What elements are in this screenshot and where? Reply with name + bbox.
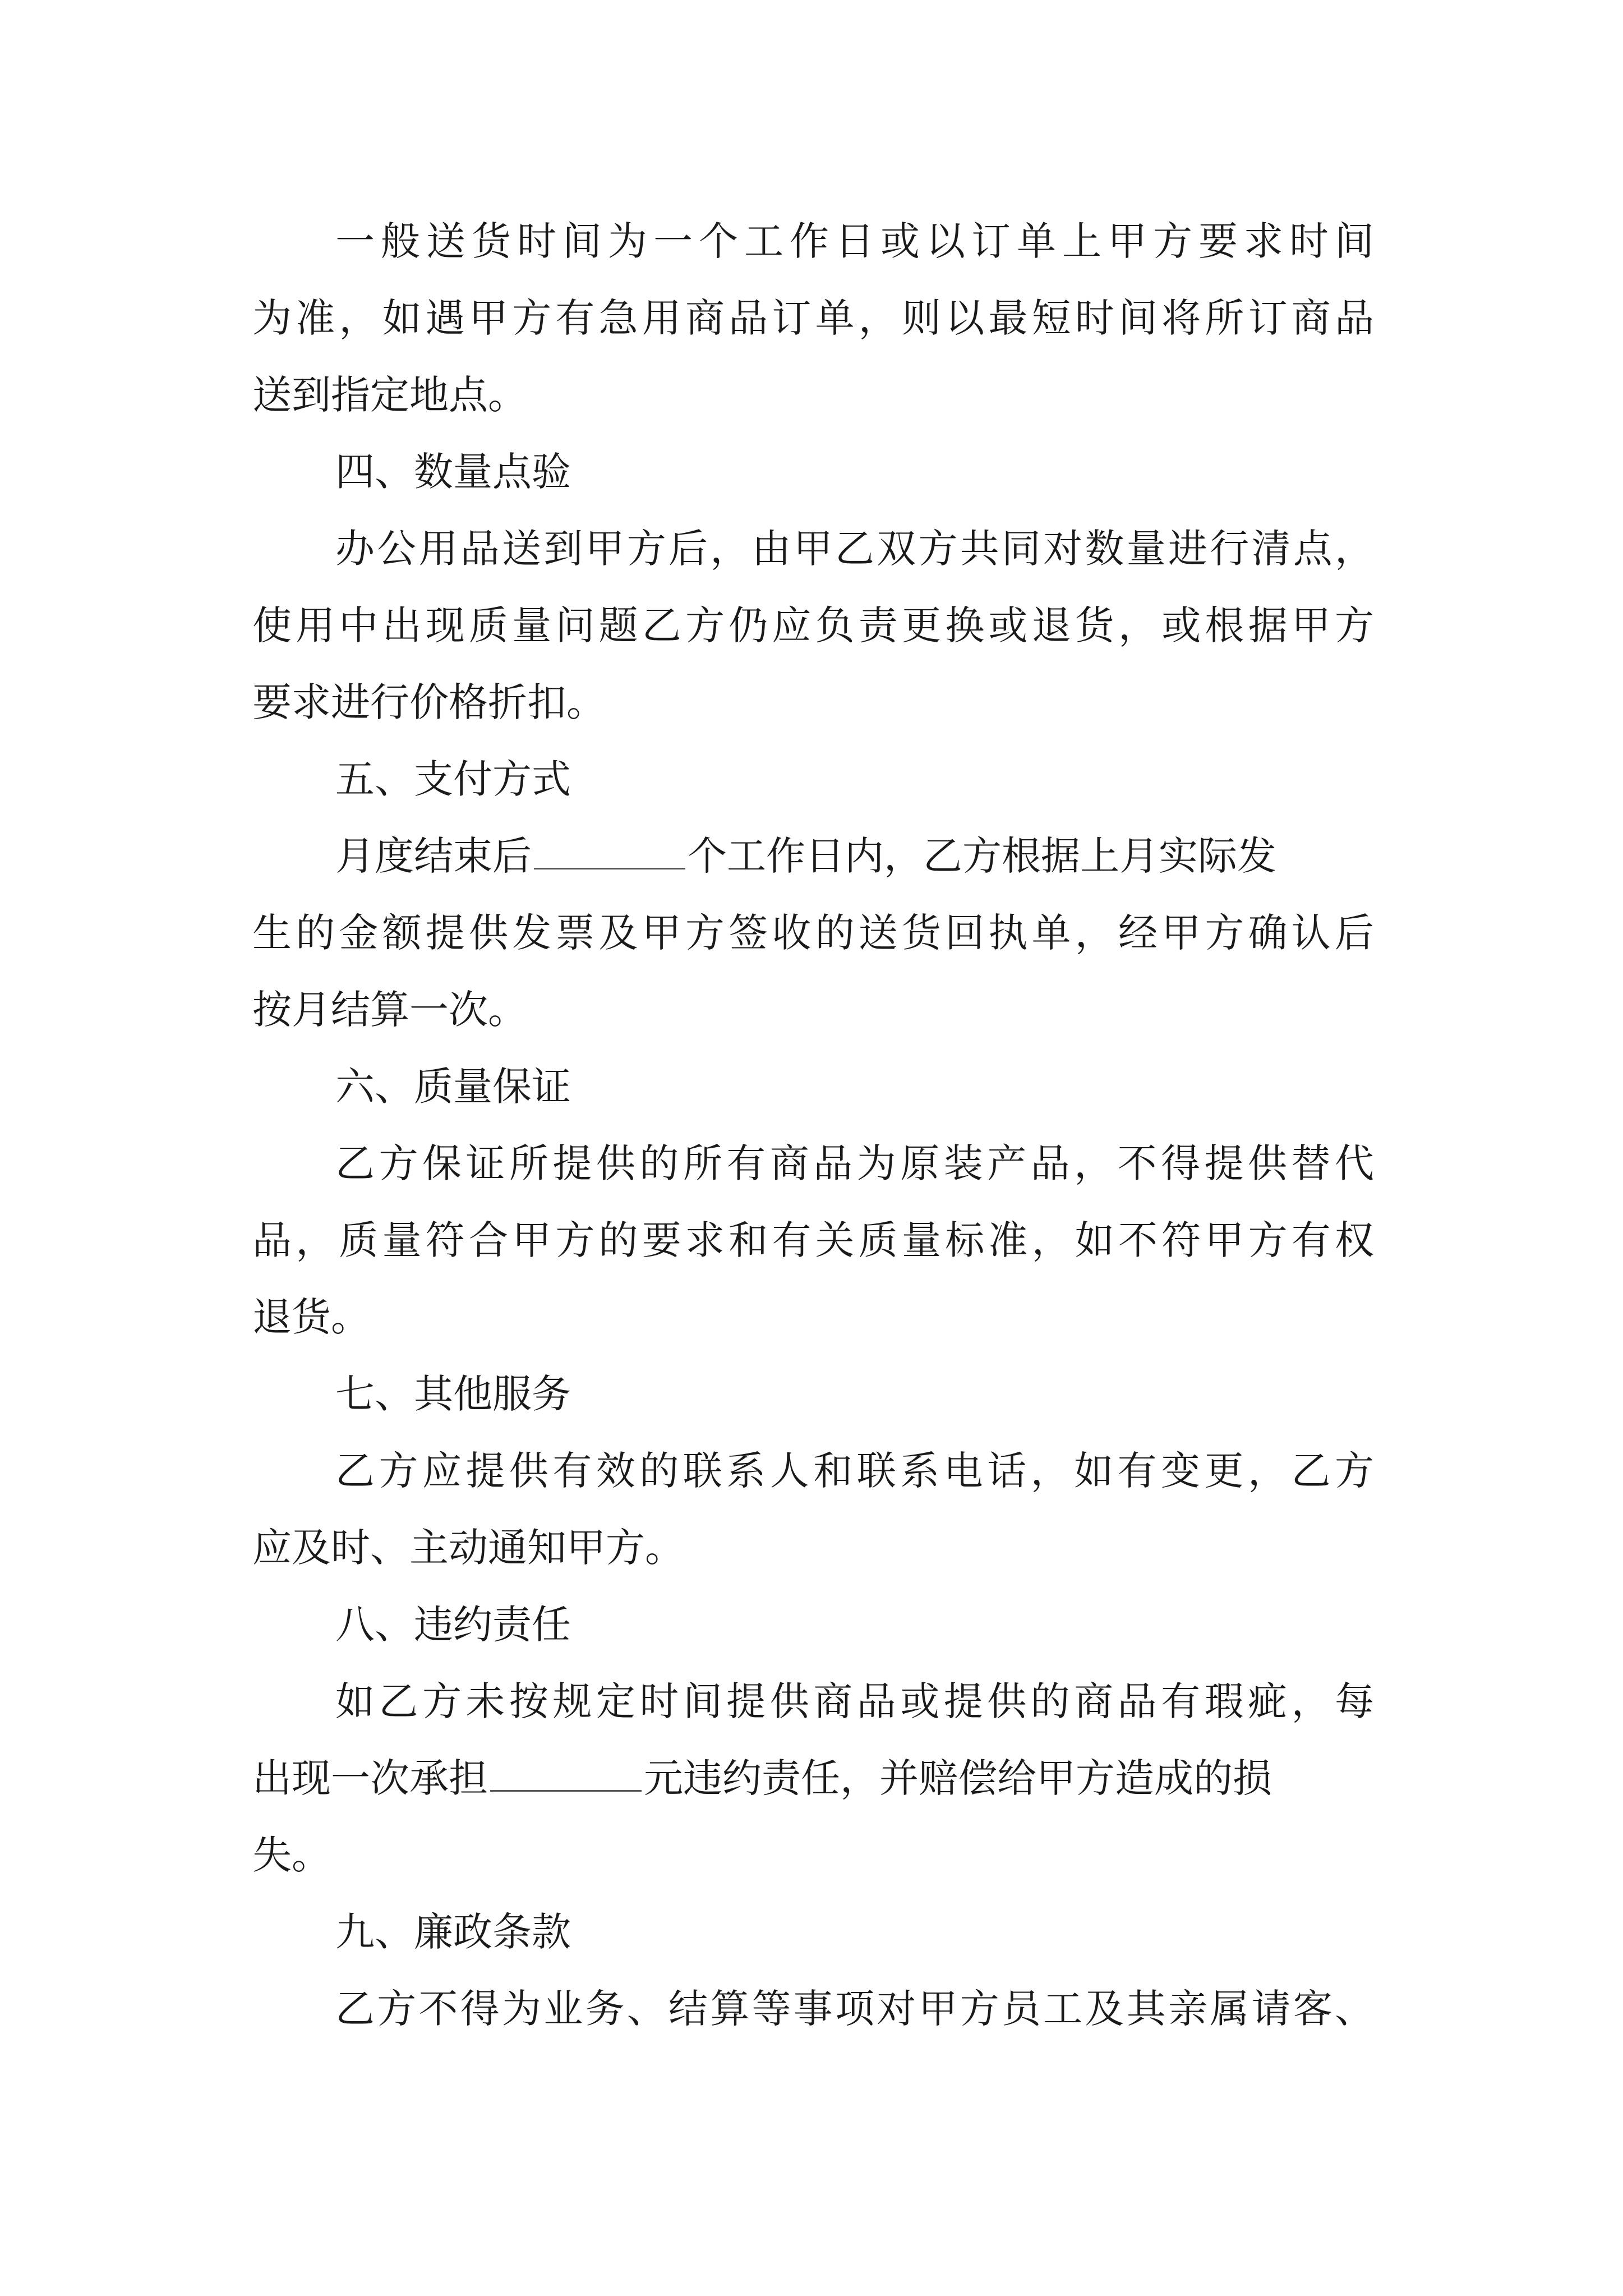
paragraph-line: 办公用品送到甲方后，由甲乙双方共同对数量进行清点， — [335, 526, 1374, 572]
fill-in-blank — [490, 1751, 642, 1792]
line-text-before-blank: 出现一次承担 — [252, 1755, 488, 1801]
fill-in-blank — [534, 829, 685, 869]
paragraph-line: 按月结算一次。 — [252, 987, 527, 1033]
section-heading: 九、廉政条款 — [335, 1909, 571, 1955]
section-heading: 五、支付方式 — [335, 756, 571, 802]
section-heading: 四、数量点验 — [335, 449, 571, 495]
paragraph-line: 使用中出现质量问题乙方仍应负责更换或退货，或根据甲方 — [252, 602, 1374, 648]
paragraph-line: 送到指定地点。 — [252, 372, 527, 418]
section-heading: 六、质量保证 — [335, 1064, 571, 1110]
line-text-before-blank: 月度结束后 — [335, 833, 532, 879]
line-text-after-blank: 元违约责任，并赔偿给甲方造成的损 — [644, 1755, 1272, 1801]
paragraph-line: 生的金额提供发票及甲方签收的送货回执单，经甲方确认后 — [252, 910, 1374, 956]
paragraph-line-with-blank — [252, 1745, 1374, 1812]
paragraph-line: 乙方保证所提供的所有商品为原装产品，不得提供替代 — [335, 1140, 1374, 1186]
line-text-after-blank: 个工作日内，乙方根据上月实际发 — [688, 833, 1276, 879]
paragraph-line: 失。 — [252, 1832, 331, 1878]
paragraph-line: 乙方应提供有效的联系人和联系电话，如有变更，乙方 — [335, 1448, 1374, 1494]
paragraph-line: 一般送货时间为一个工作日或以订单上甲方要求时间 — [335, 218, 1374, 264]
paragraph-line: 要求进行价格折扣。 — [252, 679, 606, 725]
paragraph-line: 品，质量符合甲方的要求和有关质量标准，如不符甲方有权 — [252, 1217, 1374, 1263]
paragraph-line-with-blank — [335, 822, 1457, 890]
paragraph-line: 应及时、主动通知甲方。 — [252, 1525, 684, 1571]
paragraph-line: 为准，如遇甲方有急用商品订单，则以最短时间将所订商品 — [252, 295, 1374, 341]
paragraph-line: 退货。 — [252, 1294, 370, 1340]
paragraph-line: 乙方不得为业务、结算等事项对甲方员工及其亲属请客、 — [335, 1986, 1374, 2032]
section-heading: 七、其他服务 — [335, 1371, 571, 1417]
paragraph-line: 如乙方未按规定时间提供商品或提供的商品有瑕疵，每 — [335, 1678, 1374, 1724]
section-heading: 八、违约责任 — [335, 1602, 571, 1648]
